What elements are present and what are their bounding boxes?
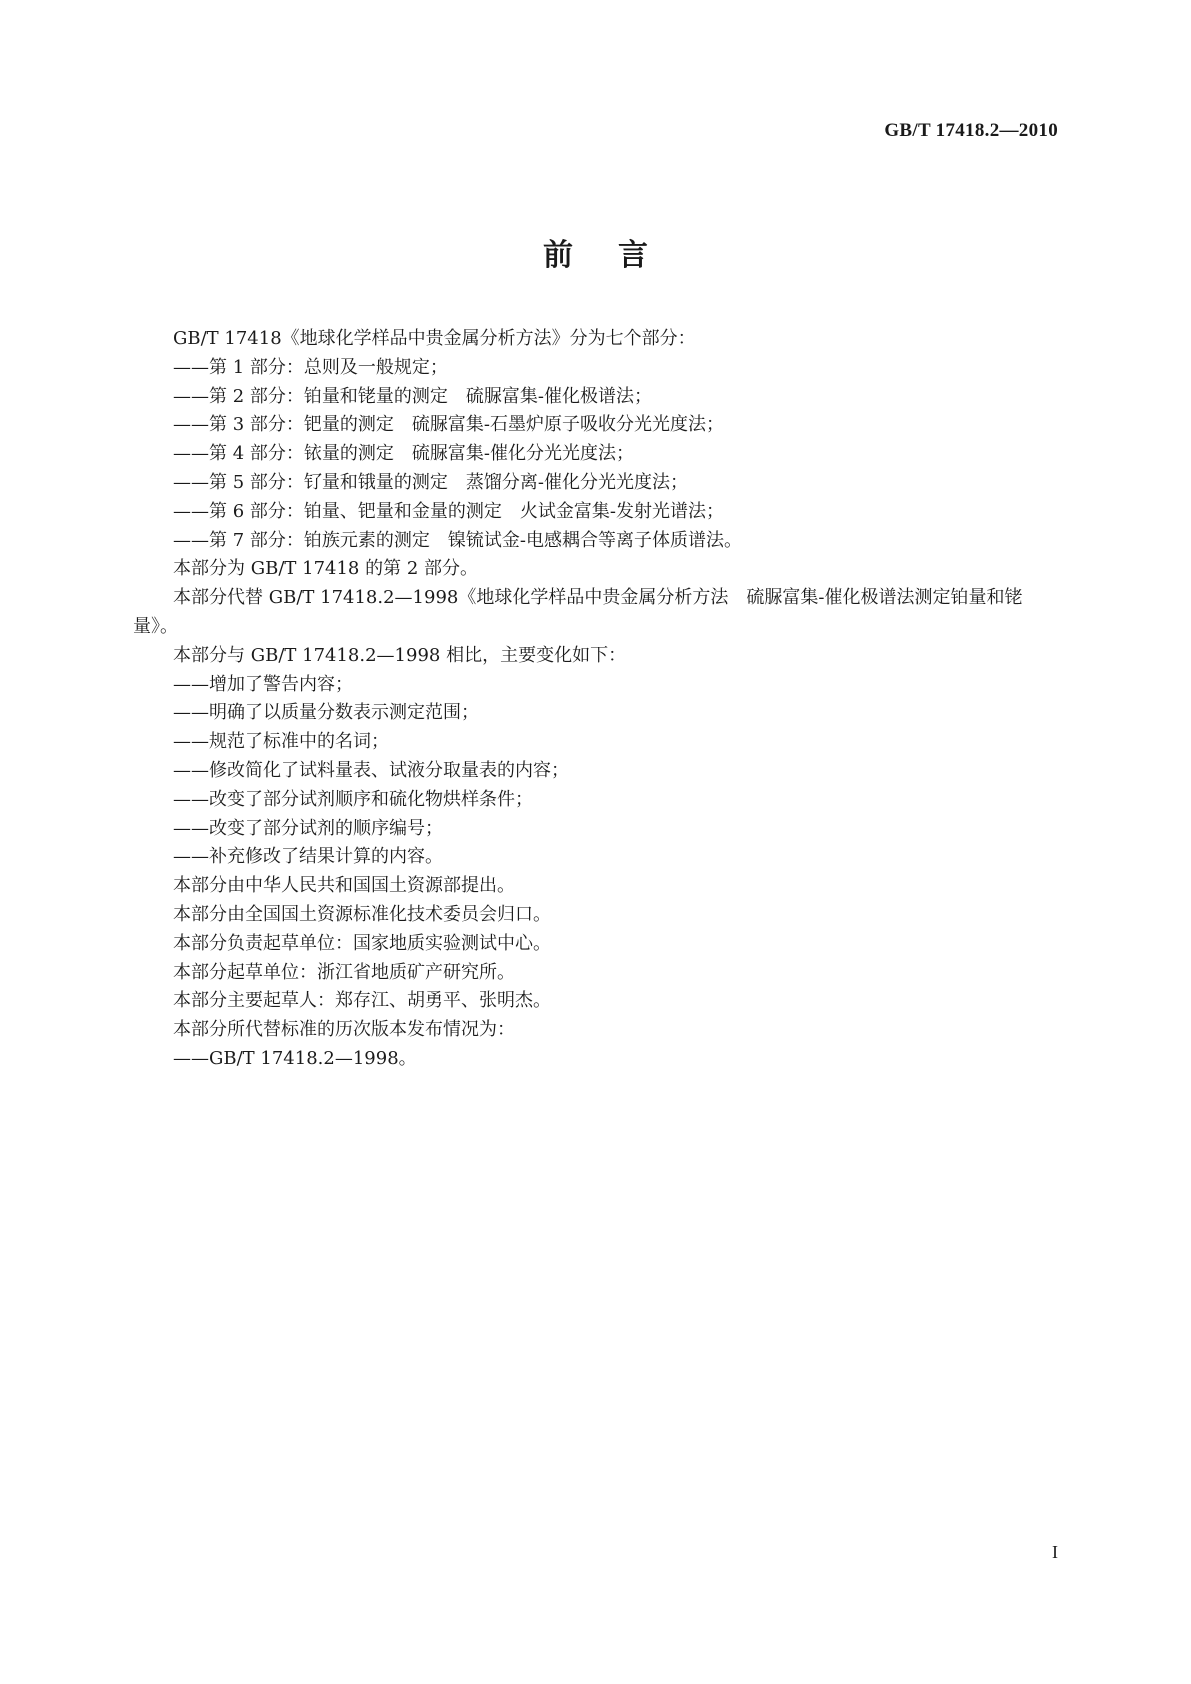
list-item: ——补充修改了结果计算的内容。	[173, 846, 443, 868]
list-item: ——明确了以质量分数表示测定范围；	[173, 702, 479, 724]
foreword-body	[133, 325, 1059, 1074]
list-item: ——第 3 部分：钯量的测定 硫脲富集-石墨炉原子吸收分光光度法；	[173, 414, 724, 436]
text-line: 本部分由中华人民共和国国土资源部提出。	[173, 875, 515, 897]
list-item: ——第 7 部分：铂族元素的测定 镍锍试金-电感耦合等离子体质谱法。	[173, 529, 742, 551]
text-line: 本部分代替 GB/T 17418.2—1998《地球化学样品中贵金属分析方法 硫脲富集-催化极谱法测定铂量和铑量》。	[133, 587, 1023, 637]
text-line: 本部分所代替标准的历次版本发布情况为：	[173, 1019, 515, 1041]
text-line: 本部分与 GB/T 17418.2—1998 相比，主要变化如下：	[173, 644, 627, 666]
list-item: ——第 1 部分：总则及一般规定；	[173, 356, 448, 378]
page-number: I	[1052, 1542, 1058, 1562]
list-item: ——GB/T 17418.2—1998。	[173, 1047, 417, 1069]
standard-code: GB/T 17418.2—2010	[884, 120, 1058, 141]
text-line: 本部分负责起草单位：国家地质实验测试中心。	[173, 932, 551, 954]
list-item: ——规范了标准中的名词；	[173, 731, 389, 753]
list-item: ——修改简化了试料量表、试液分取量表的内容；	[173, 759, 569, 781]
text-line: 本部分由全国国土资源标准化技术委员会归口。	[173, 903, 551, 925]
list-item: ——第 5 部分：钌量和锇量的测定 蒸馏分离-催化分光光度法；	[173, 471, 688, 493]
list-item: ——改变了部分试剂的顺序编号；	[173, 817, 443, 839]
list-item: ——第 2 部分：铂量和铑量的测定 硫脲富集-催化极谱法；	[173, 385, 652, 407]
list-item: ——第 4 部分：铱量的测定 硫脲富集-催化分光光度法；	[173, 443, 634, 465]
text-line: GB/T 17418《地球化学样品中贵金属分析方法》分为七个部分：	[173, 328, 696, 349]
text-line: 本部分主要起草人：郑存江、胡勇平、张明杰。	[173, 990, 551, 1012]
list-item: ——第 6 部分：铂量、钯量和金量的测定 火试金富集-发射光谱法；	[173, 500, 724, 522]
list-item: ——增加了警告内容；	[173, 673, 353, 695]
page-title: 前言	[543, 238, 693, 273]
list-item: ——改变了部分试剂顺序和硫化物烘样条件；	[173, 788, 533, 810]
text-line: 本部分为 GB/T 17418 的第 2 部分。	[173, 558, 478, 580]
text-line: 本部分起草单位：浙江省地质矿产研究所。	[173, 961, 515, 983]
